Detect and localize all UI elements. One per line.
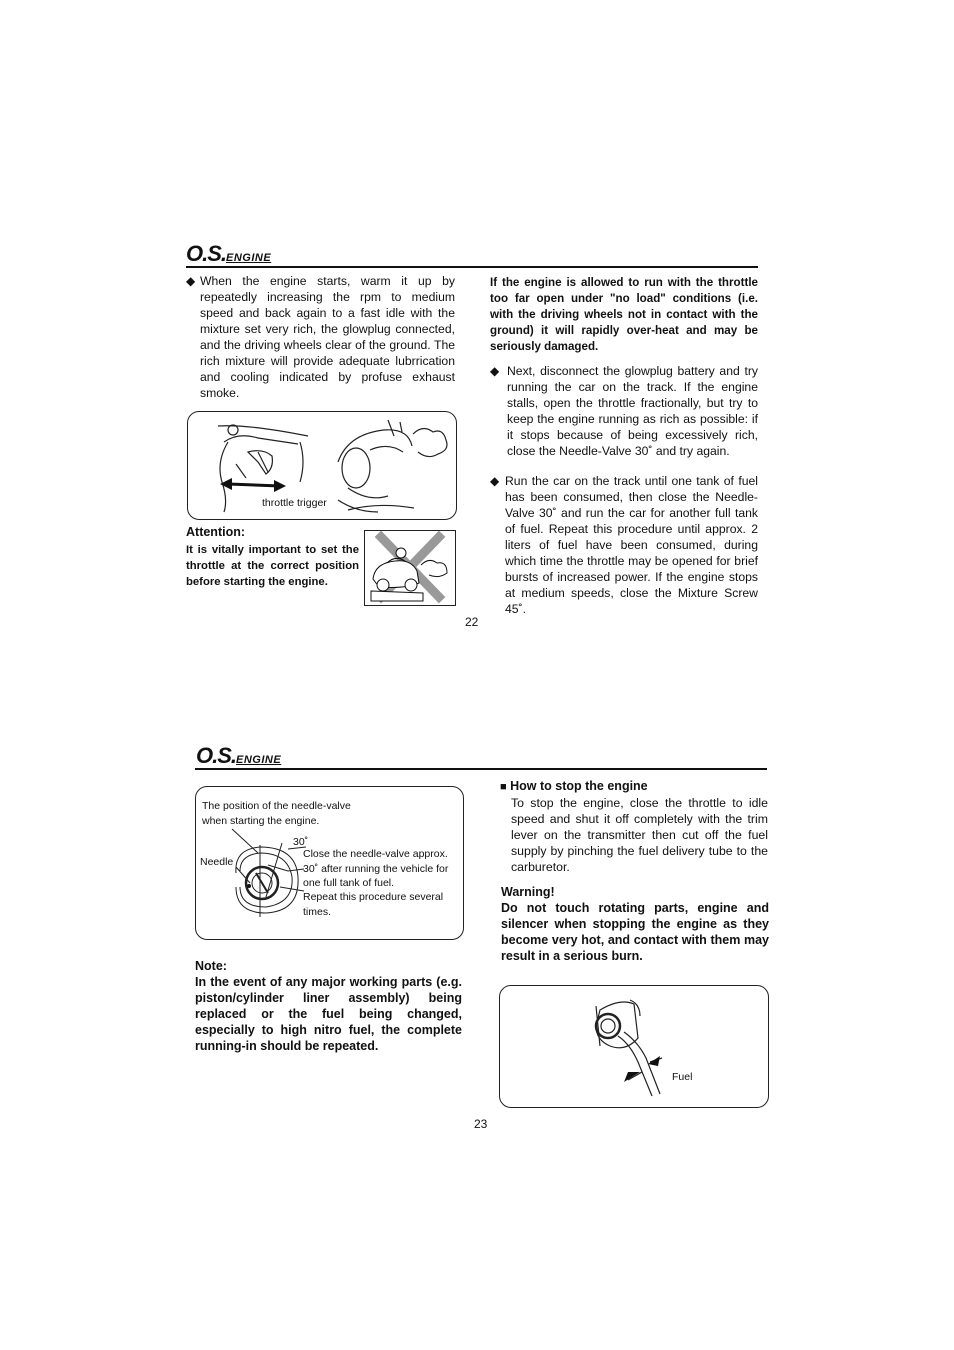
no-load-warning: If the engine is allowed to run with the throttle too far open under "no load" conditions (i.e. with the driving wheels not in contact with the ground) it will rapidly over-heat and may be seriously damaged. [490, 276, 758, 353]
needle-instruction-4: Repeat this procedure several [303, 891, 444, 903]
needle-label: Needle [200, 856, 234, 868]
fuel-tube-diagram [500, 986, 768, 1107]
tank-cycle-text: Run the car on the track until one tank of fuel has been consumed, then close the Needle-Valve 30˚ and run the car for another full tank of fuel. Repeat this procedure until approx. 2 liters of fuel have been consumed, during which time the throttle may be opened for brief bursts of increased power. If the engine stops at medium speeds, close the Mixture Screw 45˚. [505, 474, 758, 616]
attention-text: It is vitally important to set the throttle at the correct position before starting the engine. [186, 544, 359, 588]
needle-valve-figure [195, 786, 464, 940]
os-engine-logo: O.S.ENGINE [196, 743, 282, 768]
throttle-figure [187, 411, 457, 520]
note-text: In the event of any major working parts (e.g. piston/cylinder liner assembly) being replaced or the fuel being changed, especially to high nitro fuel, the complete running-in should be repeated. [195, 975, 462, 1053]
track-run-text: Next, disconnect the glowplug battery and try running the car on the track. If the engine stalls, open the throttle fractionally, but try to keep the engine running as rich as possible: if it stops because of being excessively rich, close the Needle-Valve 30˚ and try again. [507, 364, 758, 458]
throttle-trigger-label: throttle trigger [262, 497, 327, 509]
needle-instruction-5: times. [303, 906, 332, 918]
warning-text: Do not touch rotating parts, engine and silencer when stopping the engine as they become very hot, and contact with them may result in a serious burn. [501, 901, 769, 963]
needle-caption-2: when starting the engine. [202, 815, 320, 827]
square-bullet-icon: ■ [500, 781, 507, 793]
needle-valve-diagram [196, 787, 463, 939]
needle-instruction-2: 30˚ after running the vehicle for [303, 863, 449, 875]
diamond-bullet-icon: ◆ [186, 274, 196, 288]
car-no-load-icon [365, 531, 455, 605]
page-number-23: 23 [474, 1117, 488, 1131]
stop-engine-heading: How to stop the engine [510, 779, 648, 793]
needle-caption-1: The position of the needle-valve [202, 800, 351, 812]
no-load-car-illustration [364, 530, 456, 606]
fuel-tube-figure [499, 985, 769, 1108]
bullet-tank-cycle [490, 473, 758, 616]
header-rule [195, 768, 767, 770]
page-number-22: 22 [465, 615, 479, 629]
diamond-bullet-icon: ◆ [490, 474, 500, 488]
stop-engine-heading-row [500, 778, 648, 795]
note-heading: Note: [195, 959, 227, 973]
attention-heading: Attention: [186, 525, 246, 539]
angle-label: 30˚ [293, 836, 309, 848]
header-rule [186, 266, 758, 268]
diamond-bullet-icon: ◆ [490, 364, 500, 378]
warning-heading: Warning! [501, 885, 555, 899]
warm-up-text: When the engine starts, warm it up by repeatedly increasing the rpm to medium speed and back again to a fast idle with the mixture set very rich, the glowplug connected, and the driving wheels clear of the ground. The rich mixture will provide adequate lubrrication and cooling indicated by profuse exhaust smoke. [200, 274, 455, 400]
needle-instruction-1: Close the needle-valve approx. [303, 848, 448, 860]
bullet-track-run [490, 363, 758, 463]
needle-instruction-3: one full tank of fuel. [303, 877, 395, 889]
fuel-label: Fuel [672, 1071, 693, 1083]
stop-engine-text: To stop the engine, close the throttle to idle speed and shut it off completely with the trim lever on the transmitter then cut off the fuel supply by pinching the fuel delivery tube to the carburetor. [511, 796, 768, 874]
os-engine-logo: O.S.ENGINE [186, 241, 272, 266]
bullet-warm-up [186, 273, 456, 403]
